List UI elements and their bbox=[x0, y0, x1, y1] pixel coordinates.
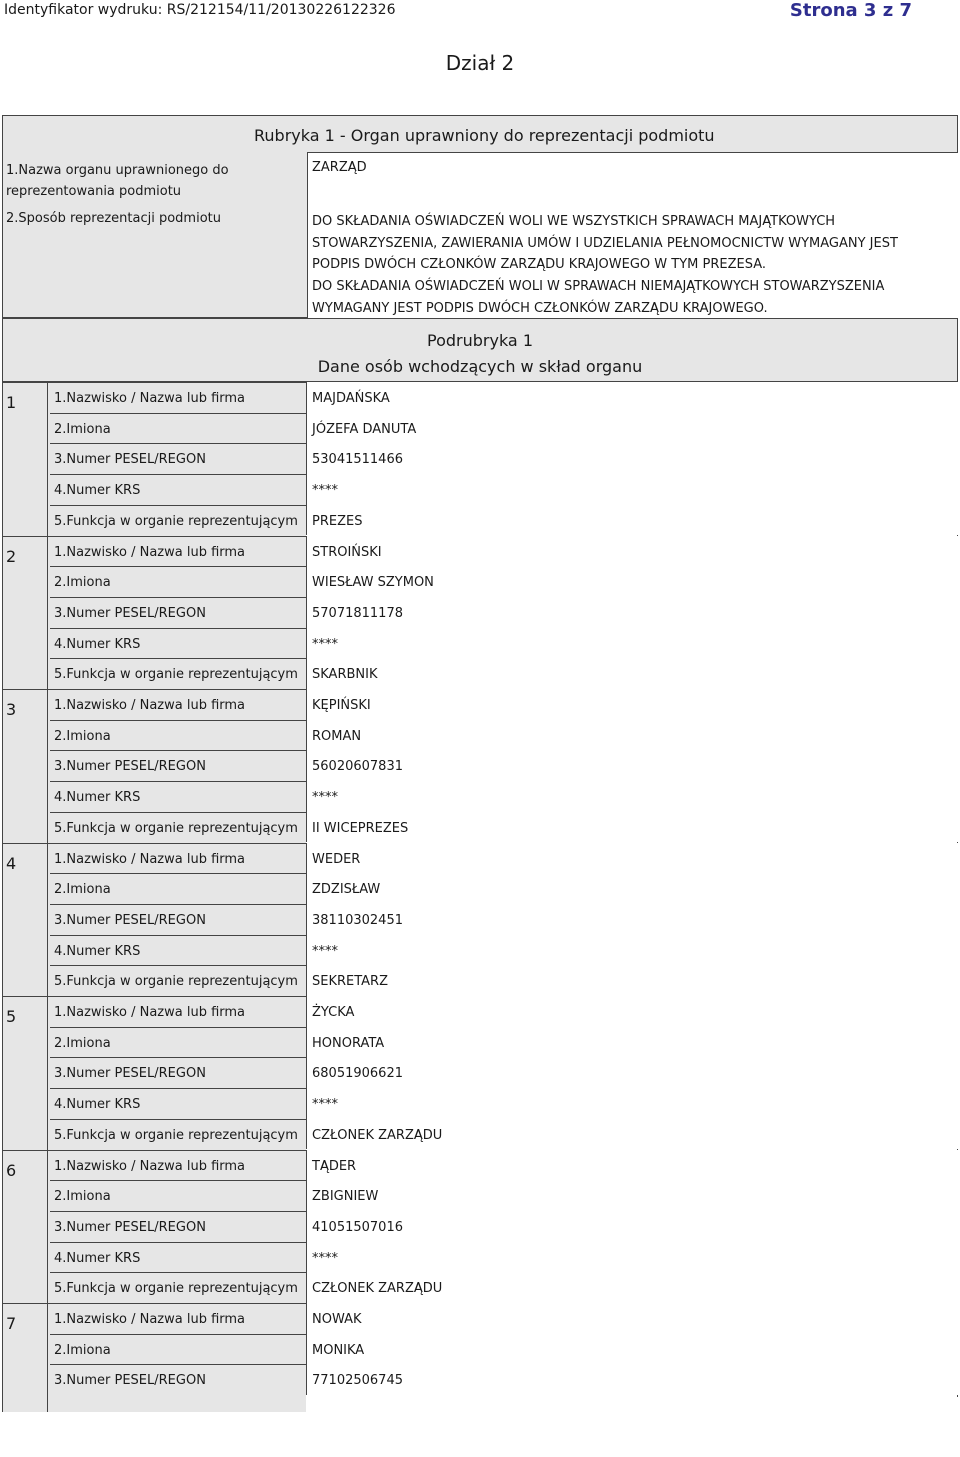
field-value-pesel: 57071811178 bbox=[312, 605, 403, 621]
representation-method-label: 2.Sposób reprezentacji podmiotu bbox=[6, 211, 221, 226]
section-title: Dział 2 bbox=[445, 51, 515, 75]
person-number: 4 bbox=[6, 853, 17, 873]
field-label-function: 5.Funkcja w organie reprezentującym bbox=[54, 1281, 298, 1297]
field-value-cell bbox=[306, 597, 958, 628]
field-value-cell bbox=[306, 935, 958, 966]
field-value-function: CZŁONEK ZARZĄDU bbox=[312, 1127, 443, 1143]
person-block bbox=[2, 382, 958, 536]
field-label-function: 5.Funkcja w organie reprezentującym bbox=[54, 820, 298, 836]
field-label-krs: 4.Numer KRS bbox=[54, 1097, 141, 1113]
field-value-pesel: 77102506745 bbox=[312, 1373, 403, 1389]
field-label-function: 5.Funkcja w organie reprezentującym bbox=[54, 667, 298, 683]
person-block bbox=[2, 1303, 958, 1457]
field-value-name: ŻYCKA bbox=[312, 1005, 355, 1020]
field-value-krs: **** bbox=[312, 790, 338, 806]
field-value-function: CZŁONEK ZARZĄDU bbox=[312, 1281, 443, 1297]
field-value-cell bbox=[306, 1334, 958, 1365]
person-number: 7 bbox=[6, 1314, 17, 1333]
field-value-first-names: JÓZEFA DANUTA bbox=[312, 421, 417, 437]
field-label-first-names: 2.Imiona bbox=[54, 728, 111, 744]
field-value-cell bbox=[306, 996, 958, 1027]
field-value-first-names: ROMAN bbox=[312, 728, 362, 744]
organ-name-value: ZARZĄD bbox=[312, 160, 367, 175]
field-label-function: 5.Funkcja w organie reprezentującym bbox=[54, 1127, 298, 1143]
field-value-pesel: 68051906621 bbox=[312, 1066, 403, 1082]
field-label-pesel: 3.Numer PESEL/REGON bbox=[54, 759, 206, 775]
field-value-name: WEDER bbox=[312, 851, 361, 867]
field-label-pesel: 3.Numer PESEL/REGON bbox=[54, 1219, 206, 1235]
field-value-cell bbox=[306, 689, 958, 720]
field-value-cell bbox=[306, 628, 958, 659]
field-value-function: SKARBNIK bbox=[312, 667, 378, 683]
field-value-name: MAJDAŃSKA bbox=[312, 391, 390, 406]
field-value-first-names: ZDZISŁAW bbox=[312, 882, 381, 898]
representation-method-value-2: DO SKŁADANIA OŚWIADCZEŃ WOLI W SPRAWACH NIEMAJĄTKOWYCH STOWARZYSZENIA WYMAGANY JEST PODPIS DWÓCH CZŁONKÓW ZARZĄDU KRAJOWEGO. bbox=[312, 279, 885, 316]
field-label-first-names: 2.Imiona bbox=[54, 421, 111, 437]
field-value-cell bbox=[306, 1057, 958, 1088]
field-label-krs: 4.Numer KRS bbox=[54, 1250, 141, 1266]
field-value-cell bbox=[306, 382, 958, 413]
field-value-cell bbox=[306, 720, 958, 751]
field-value-pesel: 56020607831 bbox=[312, 759, 403, 775]
field-value-function: II WICEPREZES bbox=[312, 820, 409, 836]
person-number: 3 bbox=[6, 700, 17, 719]
field-value-function: SEKRETARZ bbox=[312, 974, 389, 990]
field-label-krs: 4.Numer KRS bbox=[54, 943, 141, 959]
organ-name-label: 1.Nazwa organu uprawnionego do reprezentowania podmiotu bbox=[6, 163, 229, 199]
field-value-krs: **** bbox=[312, 943, 338, 959]
field-label-name: 1.Nazwisko / Nazwa lub firma bbox=[54, 698, 246, 713]
field-label-krs: 4.Numer KRS bbox=[54, 790, 141, 806]
person-number: 2 bbox=[6, 546, 17, 566]
field-value-cell bbox=[306, 750, 958, 781]
field-value-pesel: 53041511466 bbox=[312, 452, 403, 468]
field-value-cell bbox=[306, 536, 958, 567]
field-label-first-names: 2.Imiona bbox=[54, 882, 111, 898]
field-label-name: 1.Nazwisko / Nazwa lub firma bbox=[54, 544, 246, 560]
person-block bbox=[2, 843, 958, 997]
field-label-pesel: 3.Numer PESEL/REGON bbox=[54, 452, 206, 468]
field-label-first-names: 2.Imiona bbox=[54, 1342, 111, 1358]
field-value-cell bbox=[306, 781, 958, 812]
field-label-first-names: 2.Imiona bbox=[54, 575, 111, 591]
field-value-cell bbox=[306, 1150, 958, 1181]
field-value-first-names: HONORATA bbox=[312, 1035, 385, 1051]
field-value-first-names: WIESŁAW SZYMON bbox=[312, 575, 434, 591]
field-label-name: 1.Nazwisko / Nazwa lub firma bbox=[54, 851, 246, 867]
field-value-krs: **** bbox=[312, 483, 338, 499]
field-value-cell bbox=[306, 1364, 958, 1395]
rubric-title: Rubryka 1 - Organ uprawniony do reprezentacji podmiotu bbox=[254, 126, 715, 145]
subrubric-subtitle: Dane osób wchodzących w skład organu bbox=[317, 357, 643, 376]
field-value-pesel: 41051507016 bbox=[312, 1219, 403, 1235]
print-identifier: Identyfikator wydruku: RS/212154/11/20130226122326 bbox=[4, 2, 396, 18]
person-block bbox=[2, 996, 958, 1150]
field-label-function: 5.Funkcja w organie reprezentującym bbox=[54, 513, 298, 529]
field-value-cell bbox=[306, 1242, 958, 1273]
field-label-first-names: 2.Imiona bbox=[54, 1035, 111, 1051]
person-number: 5 bbox=[6, 1007, 17, 1026]
field-value-name: STROIŃSKI bbox=[312, 544, 382, 560]
field-value-first-names: ZBIGNIEW bbox=[312, 1189, 379, 1205]
field-label-pesel: 3.Numer PESEL/REGON bbox=[54, 1066, 206, 1082]
person-block bbox=[2, 536, 958, 690]
field-label-first-names: 2.Imiona bbox=[54, 1189, 111, 1205]
field-value-cell bbox=[306, 1088, 958, 1119]
field-label-function: 5.Funkcja w organie reprezentującym bbox=[54, 974, 298, 990]
field-label-pesel: 3.Numer PESEL/REGON bbox=[54, 912, 206, 928]
field-value-cell bbox=[306, 658, 958, 689]
field-value-pesel: 38110302451 bbox=[312, 912, 403, 928]
field-value-cell bbox=[306, 904, 958, 935]
field-value-name: NOWAK bbox=[312, 1312, 362, 1327]
field-value-cell bbox=[306, 474, 958, 505]
person-number: 6 bbox=[6, 1160, 17, 1180]
field-label-name: 1.Nazwisko / Nazwa lub firma bbox=[54, 1005, 246, 1020]
field-value-krs: **** bbox=[312, 636, 338, 652]
field-label-name: 1.Nazwisko / Nazwa lub firma bbox=[54, 1158, 246, 1174]
field-value-cell bbox=[306, 1027, 958, 1058]
field-value-krs: **** bbox=[312, 1097, 338, 1113]
subrubric-title: Podrubryka 1 bbox=[427, 331, 533, 350]
person-number: 1 bbox=[6, 393, 17, 412]
field-value-cell bbox=[306, 843, 958, 874]
field-label-krs: 4.Numer KRS bbox=[54, 636, 141, 652]
field-label-krs: 4.Numer KRS bbox=[54, 483, 141, 499]
person-block bbox=[2, 1150, 958, 1304]
field-value-first-names: MONIKA bbox=[312, 1342, 365, 1358]
field-label-pesel: 3.Numer PESEL/REGON bbox=[54, 605, 206, 621]
field-value-krs: **** bbox=[312, 1250, 338, 1266]
field-value-cell bbox=[306, 443, 958, 474]
field-value-cell bbox=[306, 505, 958, 536]
field-value-cell bbox=[306, 1211, 958, 1242]
representation-method-value-1: DO SKŁADANIA OŚWIADCZEŃ WOLI WE WSZYSTKICH SPRAWACH MAJĄTKOWYCH STOWARZYSZENIA, ZAWIERANIA UMÓW I UDZIELANIA PEŁNOMOCNICTW WYMAGANY JEST PODPIS DWÓCH CZŁONKÓW ZARZĄDU KRAJOWEGO W TYM PREZESA. bbox=[312, 214, 898, 272]
field-value-name: TĄDER bbox=[312, 1158, 357, 1174]
field-label-name: 1.Nazwisko / Nazwa lub firma bbox=[54, 391, 246, 406]
field-value-cell bbox=[306, 965, 958, 996]
field-value-function: PREZES bbox=[312, 513, 363, 529]
field-value-cell bbox=[306, 1180, 958, 1211]
field-value-cell bbox=[306, 873, 958, 904]
field-label-pesel: 3.Numer PESEL/REGON bbox=[54, 1373, 206, 1389]
page-number: Strona 3 z 7 bbox=[789, 0, 912, 21]
field-label-name: 1.Nazwisko / Nazwa lub firma bbox=[54, 1312, 246, 1327]
person-block bbox=[2, 689, 958, 843]
field-value-cell bbox=[306, 1303, 958, 1334]
field-value-name: KĘPIŃSKI bbox=[312, 698, 371, 713]
